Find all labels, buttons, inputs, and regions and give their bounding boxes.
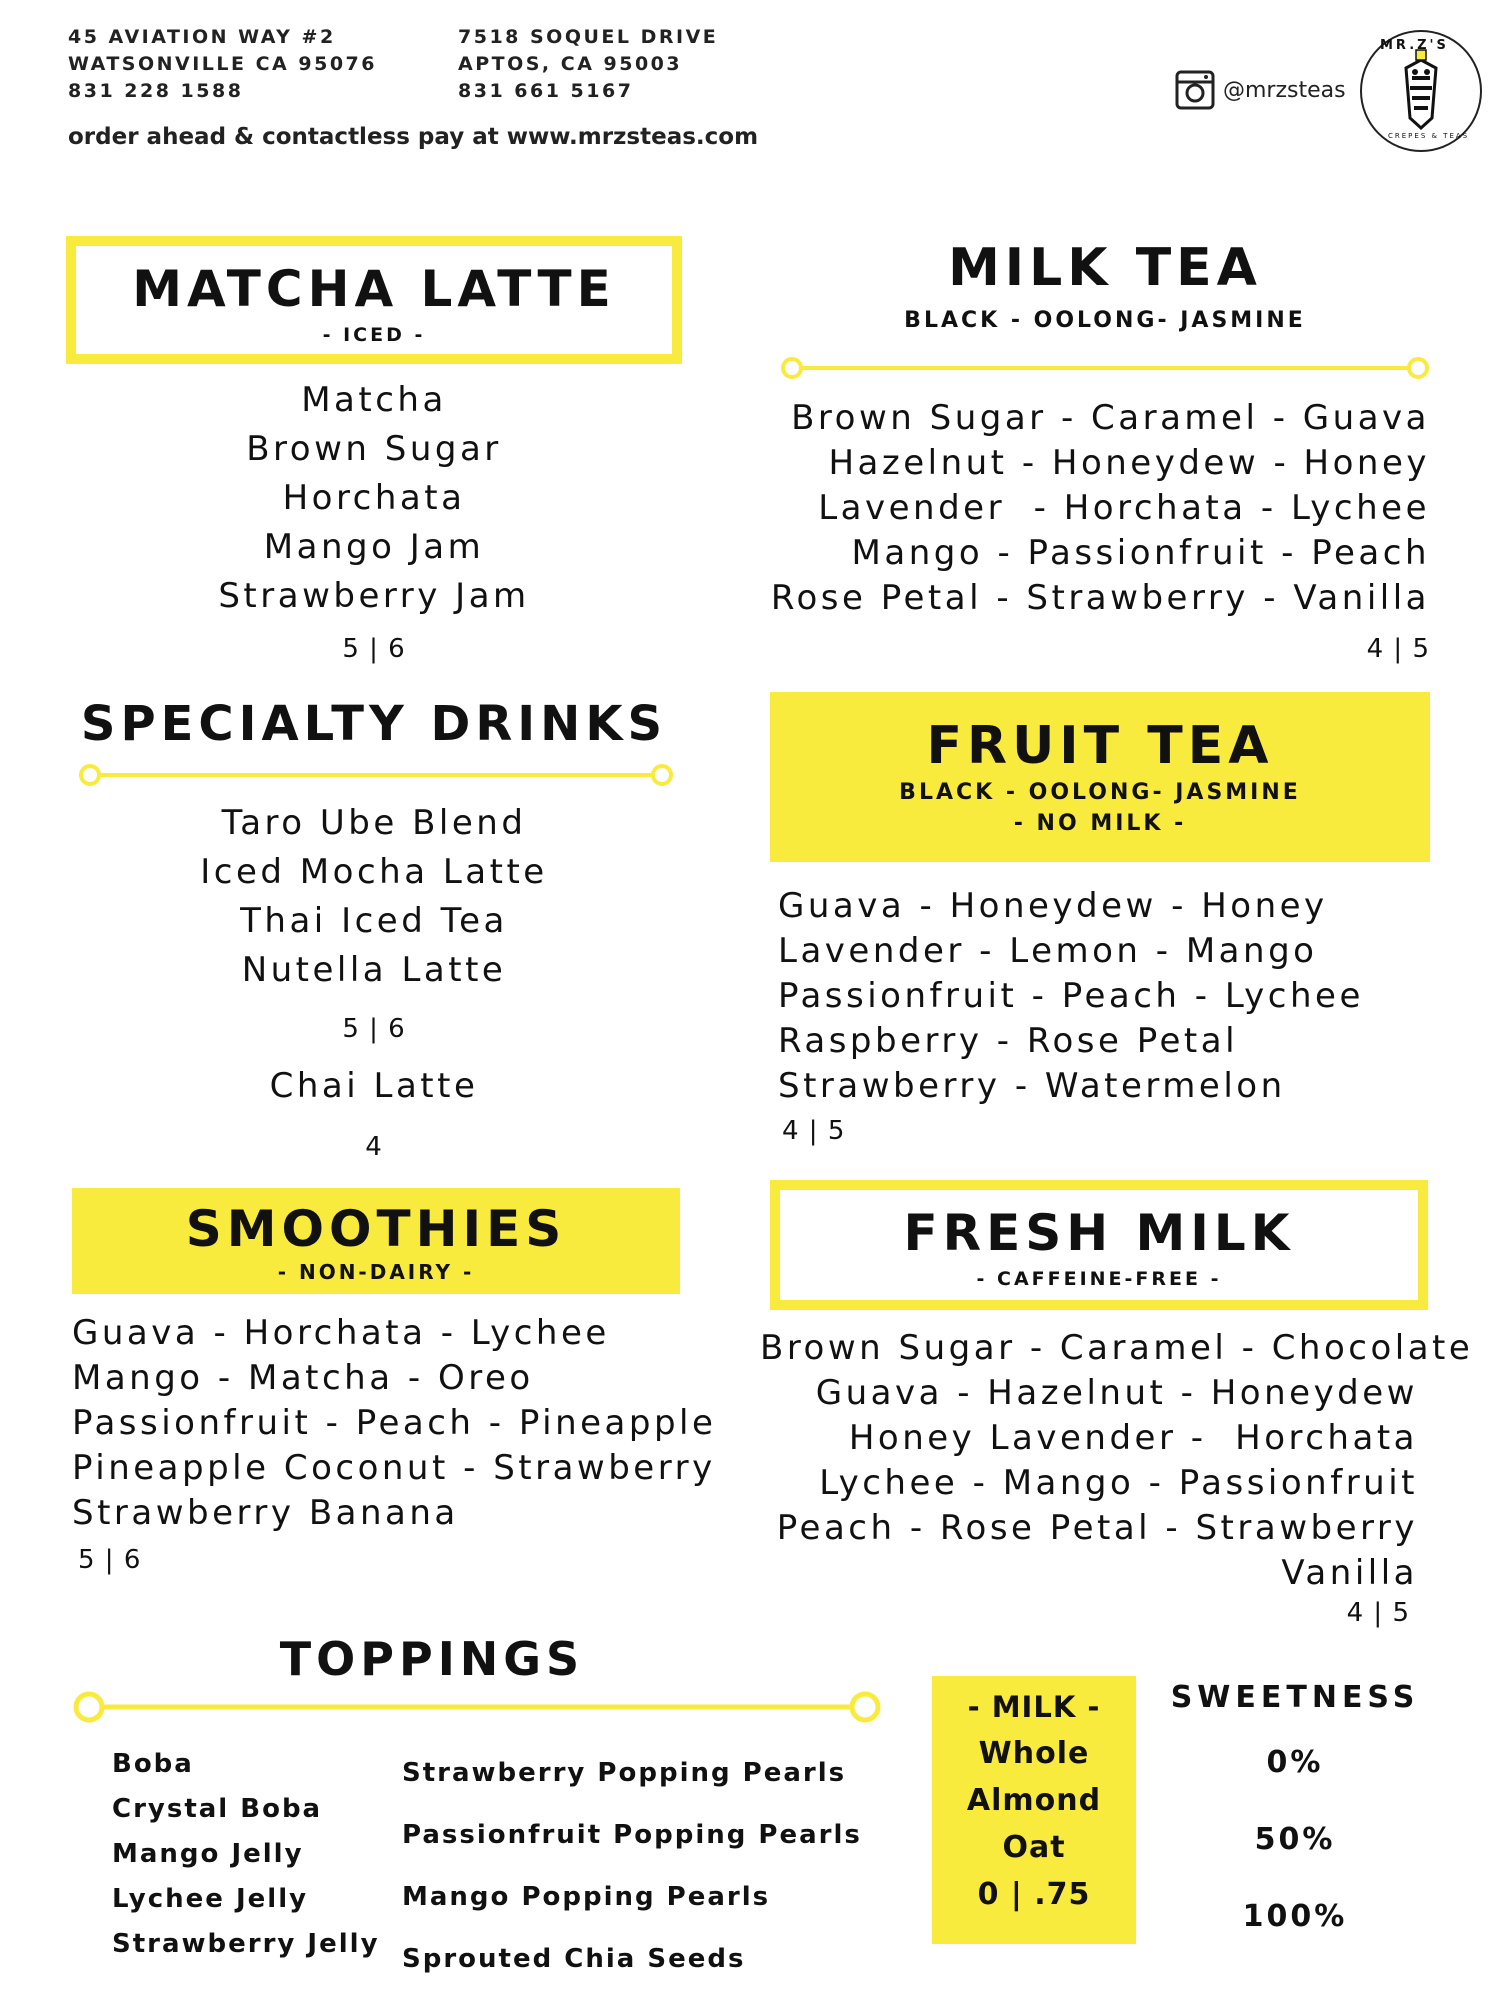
list-item: Strawberry Banana	[72, 1493, 459, 1533]
fruit-tea-no-milk: - NO MILK -	[1013, 811, 1187, 836]
list-item: Hazelnut - Honeydew - Honey	[828, 443, 1430, 483]
list-item: Guava - Horchata - Lychee	[72, 1313, 610, 1353]
smoothies-list	[72, 1311, 717, 1536]
list-item: Brown Sugar - Caramel - Guava	[791, 398, 1430, 438]
instagram-icon	[1175, 70, 1215, 110]
milk-options-title: - MILK -	[967, 1690, 1101, 1724]
list-item: Nutella Latte	[241, 950, 507, 990]
list-item: Guava - Hazelnut - Honeydew	[815, 1373, 1418, 1413]
smoothies-price: 5 | 6	[78, 1545, 142, 1575]
list-item: Mango Jam	[263, 527, 485, 567]
list-item: Sprouted Chia Seeds	[402, 1944, 746, 1974]
list-item: Brown Sugar - Caramel - Chocolate	[760, 1328, 1474, 1368]
list-item: Strawberry Jam	[218, 576, 530, 616]
list-item: Matcha	[301, 380, 447, 420]
location-2-city: APTOS, CA 95003	[458, 53, 683, 75]
toppings-column-1	[112, 1742, 380, 1967]
toppings-divider	[72, 1690, 882, 1724]
list-item: Honey Lavender - Horchata	[848, 1418, 1418, 1458]
specialty-drinks-title: SPECIALTY DRINKS	[80, 696, 668, 752]
milk-options-price: 0 | .75	[977, 1877, 1091, 1912]
list-item: Mango Popping Pearls	[402, 1882, 771, 1912]
list-item: Lychee Jelly	[112, 1884, 309, 1914]
location-1	[68, 24, 377, 105]
milk-tea-subtitle: BLACK - OOLONG- JASMINE	[904, 308, 1306, 333]
list-item: Thai Iced Tea	[240, 901, 508, 941]
location-1-street: 45 AVIATION WAY #2	[68, 26, 336, 48]
specialty-divider	[78, 763, 674, 787]
list-item: Lychee - Mango - Passionfruit	[819, 1463, 1418, 1503]
sweetness-level: 0%	[1266, 1745, 1324, 1780]
fresh-milk-title: FRESH MILK	[903, 1204, 1295, 1262]
location-2-street: 7518 SOQUEL DRIVE	[458, 26, 719, 48]
chai-latte-price: 4	[365, 1132, 383, 1162]
specialty-drinks-list	[66, 799, 682, 995]
instagram-handle-text: @mrzsteas	[1223, 77, 1346, 103]
list-item: Iced Mocha Latte	[200, 852, 548, 892]
mrz-logo	[1358, 28, 1484, 154]
milk-option: Oat	[1002, 1830, 1066, 1865]
fruit-tea-list	[778, 884, 1438, 1109]
fruit-tea-subtitle: BLACK - OOLONG- JASMINE	[899, 780, 1301, 805]
fresh-milk-header	[770, 1180, 1428, 1310]
matcha-latte-subtitle: - ICED -	[322, 324, 426, 346]
milk-tea-price: 4 | 5	[1366, 634, 1430, 664]
milk-option: Whole	[978, 1736, 1090, 1771]
chai-latte-item: Chai Latte	[269, 1066, 479, 1106]
matcha-latte-list	[66, 376, 682, 621]
list-item: Peach - Rose Petal - Strawberry	[776, 1508, 1418, 1548]
list-item: Raspberry - Rose Petal	[778, 1021, 1239, 1061]
list-item: Strawberry Jelly	[112, 1929, 380, 1959]
smoothies-subtitle: - NON-DAIRY -	[277, 1260, 475, 1284]
matcha-latte-title: MATCHA LATTE	[132, 260, 616, 318]
list-item: Lavender - Lemon - Mango	[778, 931, 1318, 971]
fruit-tea-title: FRUIT TEA	[926, 716, 1274, 776]
specialty-drinks-price: 5 | 6	[342, 1014, 406, 1044]
matcha-latte-header	[66, 236, 682, 364]
location-2	[458, 24, 718, 105]
milk-options-box	[932, 1676, 1136, 1944]
milk-tea-title: MILK TEA	[948, 238, 1262, 298]
milk-tea-divider	[780, 356, 1430, 380]
list-item: Rose Petal - Strawberry - Vanilla	[770, 578, 1430, 618]
list-item: Crystal Boba	[112, 1794, 323, 1824]
smoothies-header	[72, 1188, 680, 1294]
fresh-milk-subtitle: - CAFFEINE-FREE -	[976, 1268, 1222, 1290]
milk-tea-list	[760, 396, 1430, 621]
list-item: Taro Ube Blend	[221, 803, 527, 843]
logo-subtext: CREPES & TEAS	[1388, 132, 1470, 140]
order-ahead-line[interactable]: order ahead & contactless pay at www.mrzsteas.com	[68, 124, 759, 150]
list-item: Strawberry - Watermelon	[778, 1066, 1286, 1106]
fruit-tea-price: 4 | 5	[782, 1116, 846, 1146]
location-2-phone: 831 661 5167	[458, 80, 634, 102]
toppings-column-2	[402, 1742, 862, 1990]
list-item: Mango Jelly	[112, 1839, 304, 1869]
sweetness-level: 100%	[1242, 1899, 1348, 1934]
list-item: Brown Sugar	[246, 429, 502, 469]
logo-text: MR.Z'S	[1380, 38, 1449, 53]
sweetness-section	[1150, 1680, 1440, 1934]
matcha-latte-price: 5 | 6	[342, 634, 406, 664]
sweetness-title: SWEETNESS	[1170, 1680, 1420, 1715]
list-item: Boba	[112, 1749, 194, 1779]
sweetness-level: 50%	[1254, 1822, 1336, 1857]
list-item: Strawberry Popping Pearls	[402, 1758, 847, 1788]
list-item: Passionfruit Popping Pearls	[402, 1820, 862, 1850]
location-1-city: WATSONVILLE CA 95076	[68, 53, 377, 75]
list-item: Guava - Honeydew - Honey	[778, 886, 1328, 926]
milk-option: Almond	[966, 1783, 1102, 1818]
fresh-milk-price: 4 | 5	[1346, 1598, 1410, 1628]
list-item: Passionfruit - Peach - Pineapple	[72, 1403, 717, 1443]
instagram-handle[interactable]	[1175, 70, 1346, 110]
smoothies-title: SMOOTHIES	[185, 1200, 567, 1258]
list-item: Lavender - Horchata - Lychee	[818, 488, 1430, 528]
list-item: Horchata	[282, 478, 466, 518]
location-1-phone: 831 228 1588	[68, 80, 244, 102]
fruit-tea-header	[770, 692, 1430, 862]
toppings-title: TOPPINGS	[279, 1632, 585, 1686]
list-item: Mango - Matcha - Oreo	[72, 1358, 534, 1398]
list-item: Pineapple Coconut - Strawberry	[72, 1448, 716, 1488]
list-item: Passionfruit - Peach - Lychee	[778, 976, 1364, 1016]
list-item: Vanilla	[1281, 1553, 1418, 1593]
fresh-milk-list	[760, 1326, 1474, 1596]
list-item: Mango - Passionfruit - Peach	[851, 533, 1430, 573]
